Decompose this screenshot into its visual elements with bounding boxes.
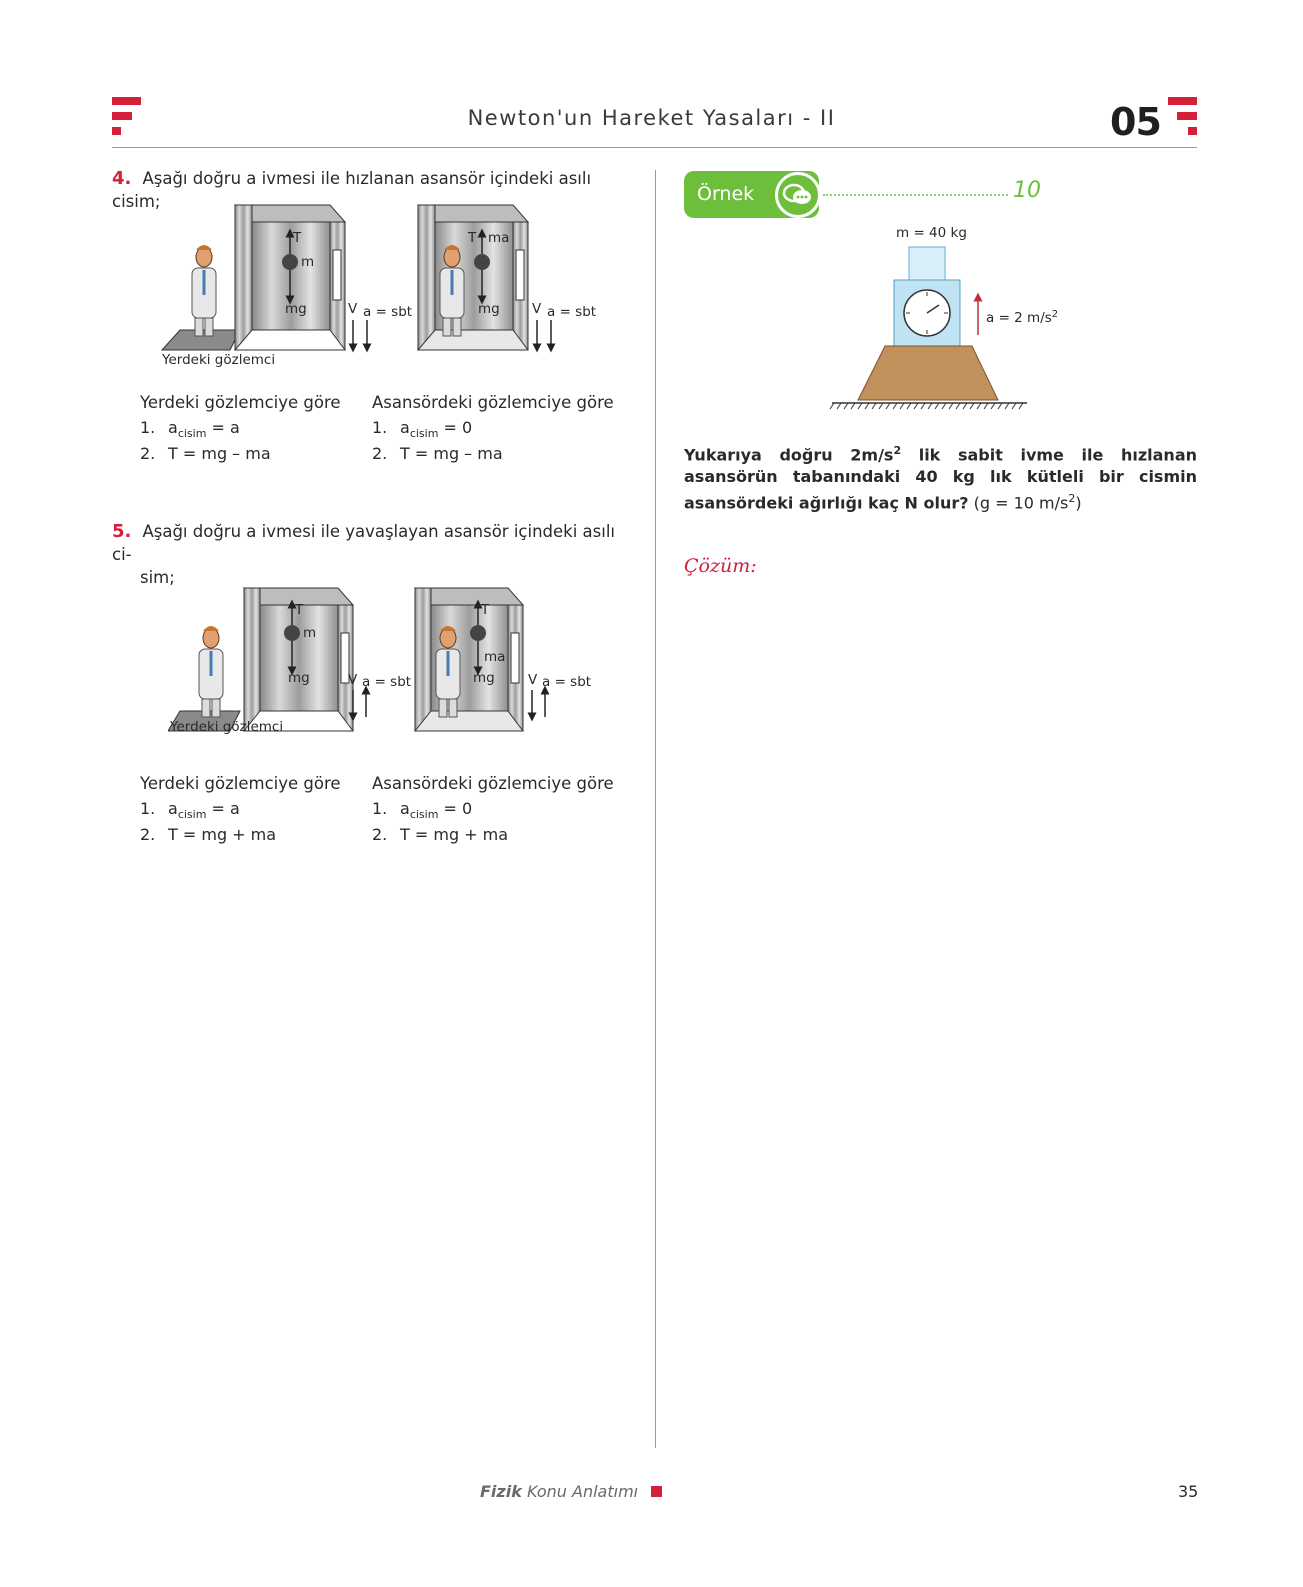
q4-ground-observer-block <box>140 393 341 463</box>
label-mg: mg <box>288 670 310 686</box>
observer-heading: Asansördeki gözlemciye göre <box>372 393 614 412</box>
example-badge: Örnek <box>684 171 819 218</box>
question-text: Aşağı doğru a ivmesi ile yavaşlayan asansör içindeki asılı ci- <box>112 522 615 564</box>
observer-item: 2. T = mg + ma <box>140 825 277 845</box>
question-text: Aşağı doğru a ivmesi ile hızlanan asansör içindeki asılı cisim; <box>112 169 592 211</box>
question-5-stem <box>112 520 637 589</box>
observer-label: Yerdeki gözlemci <box>170 719 284 735</box>
label-a: a = sbt <box>363 304 413 320</box>
label-V: V <box>348 301 358 317</box>
footer-square-marker <box>651 1486 662 1497</box>
observer-item: 2. T = mg – ma <box>140 444 271 464</box>
ground-observer-figure <box>192 245 216 336</box>
label-V: V <box>532 301 542 317</box>
mass-block <box>909 247 945 280</box>
label-V: V <box>348 672 358 688</box>
label-a: a = sbt <box>542 674 592 690</box>
question-text: sim; <box>140 568 175 587</box>
observer-item: 2. T = mg + ma <box>372 825 509 845</box>
label-a: a = sbt <box>362 674 412 690</box>
observer-item: 1. $a_{cisim} = a$ <box>140 418 240 441</box>
header-divider <box>112 147 1197 148</box>
label-T: T <box>481 602 490 618</box>
q4-elevator-observer-block <box>372 393 614 463</box>
mass-label: m = 40 kg <box>896 225 967 241</box>
example-dotted-rule <box>823 194 1008 196</box>
observer-item: 1. $a_{cisim} = a$ <box>140 799 240 822</box>
observer-heading: Asansördeki gözlemciye göre <box>372 774 614 793</box>
footer-book-title: Fizik Konu Anlatımı <box>480 1482 639 1501</box>
example-problem-text: Yukarıya doğru $2m/s^2$ lik sabit ivme ile hızlanan asansörün tabanındaki 40 kg lık kütleli bir cismin asansördeki ağırlığı kaç N olur? (g = 10 $m/s^2$) <box>684 444 1197 513</box>
scale-elevator-figure <box>820 225 1080 420</box>
publisher-logo-right <box>1168 97 1198 137</box>
solution-label: Çözüm: <box>684 555 757 577</box>
label-T: T <box>293 230 302 246</box>
label-V: V <box>528 672 538 688</box>
chapter-number: 05 <box>1110 100 1161 144</box>
page-number: 35 <box>1178 1482 1199 1501</box>
ground-observer-figure <box>199 626 223 717</box>
question-number: 5. <box>112 521 132 542</box>
column-divider <box>655 170 656 1448</box>
q4-elevator-figure <box>160 200 630 380</box>
observer-item: 2. T = mg – ma <box>372 444 503 464</box>
ground-hatching <box>830 403 1023 409</box>
label-mg: mg <box>478 301 500 317</box>
label-ma: ma <box>488 230 510 246</box>
q5-elevator-figure <box>168 583 638 758</box>
q5-ground-observer-block <box>140 774 341 844</box>
example-number: 10 <box>1013 178 1041 203</box>
observer-label: Yerdeki gözlemci <box>162 352 276 368</box>
q5-elevator-observer-block <box>372 774 614 844</box>
label-mg: mg <box>285 301 307 317</box>
label-mg: mg <box>473 670 495 686</box>
label-a: a = sbt <box>547 304 597 320</box>
page-header-title: Newton'un Hareket Yasaları - II <box>467 106 836 130</box>
observer-item: 1. $a_{cisim} = 0$ <box>372 799 473 822</box>
label-T: T <box>295 602 304 618</box>
question-number: 4. <box>112 168 132 189</box>
observer-item: 1. $a_{cisim} = 0$ <box>372 418 473 441</box>
label-ma: ma <box>484 649 506 665</box>
label-T: T <box>468 230 477 246</box>
elevator-right <box>418 205 528 350</box>
observer-heading: Yerdeki gözlemciye göre <box>140 774 341 793</box>
speech-bubble-icon <box>775 172 821 218</box>
label-m: m <box>301 254 315 270</box>
acceleration-label: a = 2 $m/s^2$ <box>986 309 1059 326</box>
observer-heading: Yerdeki gözlemciye göre <box>140 393 341 412</box>
label-m: m <box>303 625 317 641</box>
elevator-right <box>415 588 523 731</box>
platform <box>858 346 998 400</box>
